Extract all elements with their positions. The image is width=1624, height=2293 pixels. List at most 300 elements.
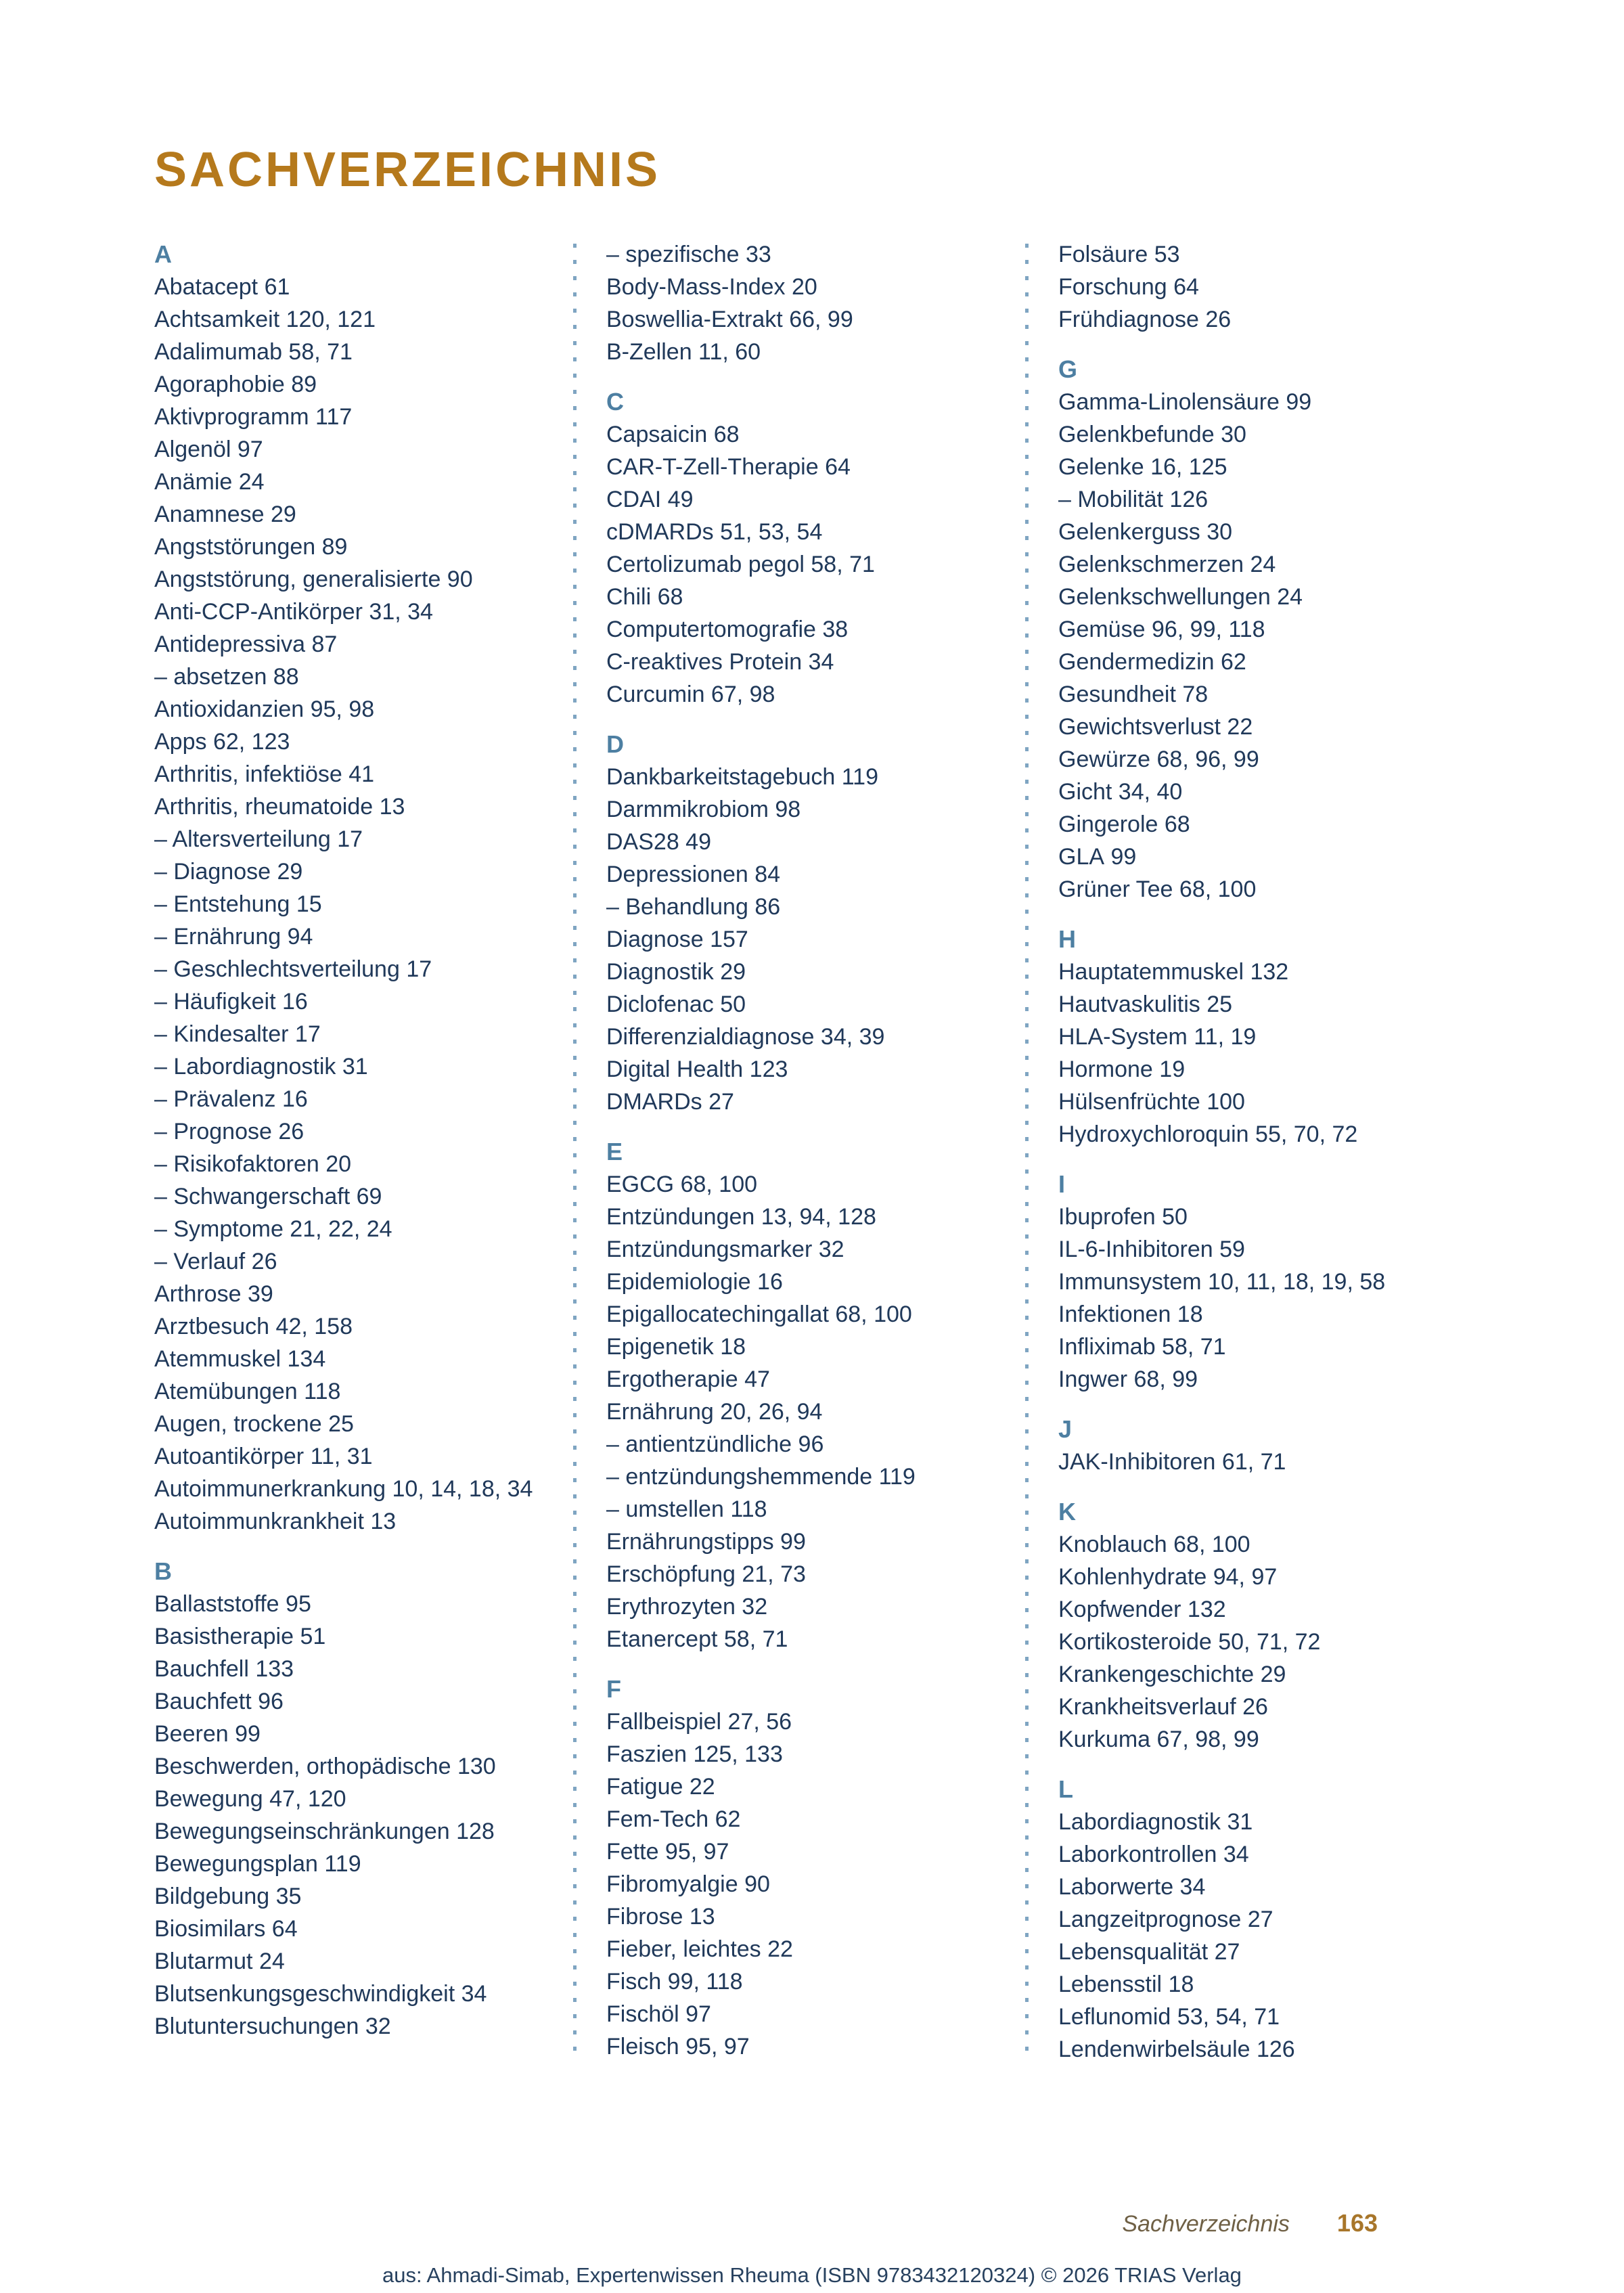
- index-entry: [606, 1201, 995, 1233]
- entry-pages: 58, 71: [1155, 1334, 1226, 1360]
- entry-pages: 66, 99: [782, 307, 853, 332]
- entry-term: – Ernährung: [154, 924, 281, 950]
- entry-term: Fallbeispiel: [606, 1709, 722, 1735]
- entry-term: Hormone: [1058, 1056, 1153, 1082]
- entry-pages: 69: [350, 1184, 382, 1209]
- index-entry: [606, 1771, 995, 1803]
- entry-term: Differenzialdiagnose: [606, 1024, 815, 1050]
- entry-pages: 62: [708, 1806, 741, 1832]
- index-entry: [154, 1588, 543, 1620]
- entry-term: Boswellia-Extrakt: [606, 307, 783, 332]
- index-columns: [154, 238, 1462, 2066]
- entry-pages: 22: [761, 1936, 793, 1962]
- entry-pages: 22: [683, 1774, 715, 1800]
- entry-term: Certolizumab pegol: [606, 552, 805, 577]
- index-entry: [606, 1623, 995, 1655]
- entry-pages: 42, 158: [269, 1314, 353, 1339]
- index-entry: [1058, 1233, 1447, 1266]
- entry-pages: 117: [309, 404, 353, 430]
- entry-term: Angststörungen: [154, 534, 316, 560]
- index-entry: [606, 1706, 995, 1738]
- entry-term: Infliximab: [1058, 1334, 1156, 1360]
- entry-pages: 31, 34: [362, 599, 433, 625]
- index-entry: [154, 1148, 543, 1180]
- entry-pages: 126: [1163, 487, 1209, 512]
- entry-pages: 98: [768, 797, 801, 822]
- page-footer: [1122, 2209, 1378, 2238]
- entry-pages: 68, 100: [1173, 876, 1257, 902]
- entry-pages: 10, 14, 18, 34: [386, 1476, 533, 1502]
- entry-pages: 97: [231, 437, 263, 462]
- entry-pages: 47: [738, 1366, 770, 1392]
- index-entry: [606, 1331, 995, 1363]
- index-entry: [154, 823, 543, 855]
- index-entry: [1058, 678, 1447, 711]
- entry-pages: 32: [812, 1237, 844, 1262]
- entry-pages: 64: [1167, 274, 1199, 300]
- entry-pages: 99: [228, 1721, 261, 1747]
- index-entry: [154, 1310, 543, 1343]
- entry-pages: 16, 125: [1144, 454, 1227, 480]
- entry-term: Ingwer: [1058, 1366, 1128, 1392]
- entry-term: – Schwangerschaft: [154, 1184, 351, 1209]
- entry-term: Ernährung: [606, 1399, 714, 1425]
- index-entry: [1058, 1446, 1447, 1478]
- entry-pages: 11, 60: [692, 339, 761, 365]
- index-entry: [606, 1803, 995, 1835]
- footer-page-number: 163: [1336, 2209, 1378, 2237]
- entry-term: Ernährungstipps: [606, 1529, 774, 1555]
- index-entry: [1058, 1298, 1447, 1331]
- entry-term: Atemübungen: [154, 1379, 298, 1404]
- entry-pages: 21, 22, 24: [283, 1216, 392, 1242]
- entry-pages: 16: [275, 989, 308, 1015]
- entry-term: Laborwerte: [1058, 1874, 1174, 1900]
- index-entry: [154, 1180, 543, 1213]
- entry-pages: 95, 97: [658, 1839, 729, 1865]
- entry-pages: 34, 40: [1112, 779, 1183, 805]
- entry-pages: 99, 118: [661, 1969, 743, 1995]
- index-entry: [154, 1278, 543, 1310]
- entry-pages: 16: [750, 1269, 783, 1295]
- index-entry: [606, 1363, 995, 1396]
- entry-pages: 34, 39: [814, 1024, 885, 1050]
- index-entry: [154, 563, 543, 596]
- index-entry: [1058, 808, 1447, 841]
- entry-term: – Mobilität: [1058, 487, 1163, 512]
- entry-pages: 132: [1244, 959, 1289, 985]
- copyright-line: aus: Ahmadi-Simab, Expertenwissen Rheuma (ISBN 9783432120324) © 2026 TRIAS Verlag: [382, 2263, 1242, 2287]
- index-entry: [154, 693, 543, 726]
- index-entry: [1058, 1528, 1447, 1561]
- entry-pages: 24: [252, 1949, 285, 1974]
- entry-pages: 64: [265, 1916, 298, 1942]
- index-entry: [1058, 1201, 1447, 1233]
- entry-term: Hydroxychloroquin: [1058, 1121, 1249, 1147]
- entry-term: Entzündungen: [606, 1204, 755, 1230]
- entry-term: Diclofenac: [606, 992, 714, 1017]
- entry-term: Curcumin: [606, 682, 705, 707]
- index-entry: [606, 238, 995, 271]
- entry-term: – Häufigkeit: [154, 989, 276, 1015]
- index-entry: [606, 1298, 995, 1331]
- column-separator-dotted: [573, 244, 577, 2063]
- index-entry: [606, 1558, 995, 1590]
- index-entry: [154, 1083, 543, 1115]
- index-letter-F: F: [606, 1675, 621, 1703]
- entry-pages: 130: [451, 1754, 496, 1779]
- entry-pages: 68, 96, 99: [1150, 747, 1259, 772]
- entry-term: Antioxidanzien: [154, 696, 304, 722]
- index-entry: [154, 1245, 543, 1278]
- index-entry: [606, 303, 995, 336]
- entry-term: JAK-Inhibitoren: [1058, 1449, 1216, 1475]
- entry-pages: 15: [290, 891, 322, 917]
- footer-section-label: Sachverzeichnis: [1122, 2211, 1290, 2237]
- entry-pages: 31: [1221, 1809, 1253, 1835]
- entry-pages: 120, 121: [279, 307, 376, 332]
- index-entry: [1058, 1968, 1447, 2001]
- entry-term: Arthritis, infektiöse: [154, 761, 342, 787]
- entry-term: Gingerole: [1058, 811, 1158, 837]
- entry-pages: 13: [683, 1904, 715, 1930]
- index-entry: [606, 1428, 995, 1461]
- entry-term: – umstellen: [606, 1496, 724, 1522]
- index-entry: [154, 758, 543, 791]
- entry-term: Blutarmut: [154, 1949, 253, 1974]
- entry-term: Kopfwender: [1058, 1597, 1181, 1622]
- entry-term: CAR-T-Zell-Therapie: [606, 454, 819, 480]
- entry-term: – Entstehung: [154, 891, 290, 917]
- entry-pages: 118: [723, 1496, 767, 1522]
- index-entry: [154, 791, 543, 823]
- index-column-3: [1058, 238, 1447, 2066]
- entry-pages: 49: [679, 829, 711, 855]
- entry-pages: 128: [449, 1819, 495, 1844]
- index-entry: [1058, 581, 1447, 613]
- entry-term: Knoblauch: [1058, 1532, 1167, 1557]
- entry-term: Fatigue: [606, 1774, 683, 1800]
- index-entry: [154, 985, 543, 1018]
- entry-pages: 96, 99, 118: [1145, 617, 1265, 642]
- index-entry: [154, 920, 543, 953]
- entry-term: Fischöl: [606, 2001, 679, 2027]
- entry-term: Immunsystem: [1058, 1269, 1202, 1295]
- index-entry: [154, 1440, 543, 1473]
- entry-pages: 55, 70, 72: [1248, 1121, 1358, 1147]
- index-entry: [1058, 2001, 1447, 2033]
- index-entry: [154, 303, 543, 336]
- entry-pages: 10, 11, 18, 19, 58: [1201, 1269, 1386, 1295]
- entry-term: Augen, trockene: [154, 1411, 322, 1437]
- entry-term: Kurkuma: [1058, 1727, 1151, 1752]
- entry-pages: 50: [713, 992, 746, 1017]
- entry-term: Atemmuskel: [154, 1346, 281, 1372]
- entry-term: cDMARDs: [606, 519, 714, 545]
- entry-pages: 100: [1200, 1089, 1245, 1115]
- entry-pages: 94: [281, 924, 313, 950]
- entry-term: Kohlenhydrate: [1058, 1564, 1207, 1590]
- index-entry: [606, 336, 995, 368]
- entry-term: Angststörung, generalisierte: [154, 566, 441, 592]
- entry-pages: 97: [679, 2001, 711, 2027]
- index-letter-C: C: [606, 388, 624, 416]
- entry-term: Arztbesuch: [154, 1314, 270, 1339]
- entry-term: Fisch: [606, 1969, 662, 1995]
- index-letter-G: G: [1058, 355, 1078, 383]
- index-entry: [1058, 1723, 1447, 1756]
- entry-term: Anämie: [154, 469, 233, 495]
- entry-term: Bewegungseinschränkungen: [154, 1819, 450, 1844]
- entry-term: Lebensqualität: [1058, 1939, 1209, 1965]
- entry-term: Dankbarkeitstagebuch: [606, 764, 836, 790]
- index-entry: [1058, 988, 1447, 1021]
- index-entry: [154, 1750, 543, 1783]
- entry-term: Bildgebung: [154, 1884, 270, 1909]
- index-entry: [606, 1493, 995, 1526]
- entry-pages: 27: [702, 1089, 734, 1115]
- index-entry: [154, 1018, 543, 1050]
- entry-term: Lendenwirbelsäule: [1058, 2036, 1250, 2062]
- entry-pages: 34: [802, 649, 834, 675]
- index-entry: [154, 368, 543, 401]
- index-entry: [1058, 1838, 1447, 1871]
- entry-term: Erschöpfung: [606, 1561, 736, 1587]
- entry-term: – Altersverteilung: [154, 826, 331, 852]
- entry-pages: 16: [275, 1086, 308, 1112]
- entry-term: Ibuprofen: [1058, 1204, 1156, 1230]
- entry-pages: 35: [269, 1884, 302, 1909]
- entry-term: DAS28: [606, 829, 679, 855]
- index-entry: [1058, 956, 1447, 988]
- entry-term: Digital Health: [606, 1056, 744, 1082]
- entry-term: Autoantikörper: [154, 1444, 304, 1469]
- entry-pages: 11, 19: [1187, 1024, 1257, 1050]
- entry-term: Epidemiologie: [606, 1269, 751, 1295]
- entry-term: Fieber, leichtes: [606, 1936, 761, 1962]
- entry-pages: 50, 71, 72: [1211, 1629, 1321, 1655]
- entry-pages: 133: [248, 1656, 294, 1682]
- entry-term: Erythrozyten: [606, 1594, 736, 1620]
- entry-pages: 62, 123: [206, 729, 290, 755]
- entry-term: Apps: [154, 729, 207, 755]
- index-entry: [606, 1526, 995, 1558]
- entry-term: Leflunomid: [1058, 2004, 1171, 2030]
- index-entry: [1058, 841, 1447, 873]
- entry-pages: 24: [232, 469, 265, 495]
- index-entry: [154, 2010, 543, 2043]
- index-entry: [154, 1815, 543, 1848]
- index-entry: [154, 628, 543, 661]
- entry-pages: 25: [1200, 992, 1233, 1017]
- index-entry: [154, 1473, 543, 1505]
- entry-pages: 53, 54, 71: [1171, 2004, 1280, 2030]
- index-entry: [1058, 743, 1447, 776]
- entry-term: – Prävalenz: [154, 1086, 276, 1112]
- index-entry: [154, 1945, 543, 1978]
- entry-pages: 29: [1254, 1662, 1286, 1687]
- entry-term: Diagnostik: [606, 959, 714, 985]
- index-entry: [154, 1880, 543, 1913]
- entry-term: Fleisch: [606, 2034, 679, 2060]
- index-entry: [606, 516, 995, 548]
- entry-pages: 19: [1152, 1056, 1186, 1082]
- entry-term: Epigenetik: [606, 1334, 714, 1360]
- entry-term: Entzündungsmarker: [606, 1237, 813, 1262]
- entry-term: Antidepressiva: [154, 631, 306, 657]
- index-entry: [1058, 1903, 1447, 1936]
- entry-term: Capsaicin: [606, 422, 708, 447]
- entry-pages: 34: [1173, 1874, 1206, 1900]
- entry-term: Gendermedizin: [1058, 649, 1215, 675]
- index-entry: [1058, 386, 1447, 418]
- entry-term: Aktivprogramm: [154, 404, 309, 430]
- entry-pages: 99: [1279, 389, 1312, 415]
- index-entry: [606, 1835, 995, 1868]
- index-letter-E: E: [606, 1138, 623, 1165]
- index-entry: [1058, 776, 1447, 808]
- index-letter-I: I: [1058, 1170, 1066, 1198]
- index-entry: [154, 401, 543, 433]
- index-entry: [1058, 646, 1447, 678]
- index-entry: [606, 581, 995, 613]
- entry-pages: 20, 26, 94: [713, 1399, 823, 1425]
- index-entry: [606, 923, 995, 956]
- entry-pages: 119: [835, 764, 878, 790]
- index-entry: [1058, 271, 1447, 303]
- entry-term: Gelenke: [1058, 454, 1144, 480]
- entry-term: Lebensstil: [1058, 1972, 1163, 1997]
- column-separator-dotted: [1025, 244, 1029, 2063]
- entry-pages: 68, 99: [1127, 1366, 1198, 1392]
- index-entry: [154, 1375, 543, 1408]
- entry-term: Gelenkerguss: [1058, 519, 1200, 545]
- entry-pages: 68: [1158, 811, 1190, 837]
- index-entry: [606, 1168, 995, 1201]
- index-entry: [606, 1233, 995, 1266]
- index-entry: [1058, 451, 1447, 483]
- entry-term: Agoraphobie: [154, 372, 285, 397]
- index-letter-H: H: [1058, 925, 1076, 953]
- index-letter-L: L: [1058, 1775, 1073, 1803]
- entry-pages: 61, 71: [1215, 1449, 1286, 1475]
- entry-pages: 67, 98, 99: [1150, 1727, 1259, 1752]
- entry-term: Krankengeschichte: [1058, 1662, 1255, 1687]
- entry-term: Labordiagnostik: [1058, 1809, 1221, 1835]
- index-entry: [1058, 1626, 1447, 1658]
- index-entry: [154, 1653, 543, 1685]
- index-entry: [606, 1021, 995, 1053]
- entry-term: Grüner Tee: [1058, 876, 1173, 902]
- entry-term: Gesundheit: [1058, 682, 1176, 707]
- entry-term: Blutuntersuchungen: [154, 2013, 359, 2039]
- entry-term: – Risikofaktoren: [154, 1151, 319, 1177]
- entry-term: – Kindesalter: [154, 1021, 289, 1047]
- entry-term: Blutsenkungsgeschwindigkeit: [154, 1981, 455, 2007]
- entry-term: Fette: [606, 1839, 659, 1865]
- entry-pages: 58, 71: [281, 339, 353, 365]
- entry-pages: 123: [743, 1056, 788, 1082]
- entry-pages: 96: [251, 1689, 284, 1714]
- entry-term: – absetzen: [154, 664, 267, 690]
- index-entry: [1058, 1053, 1447, 1086]
- entry-term: Frühdiagnose: [1058, 307, 1199, 332]
- entry-pages: 94, 97: [1206, 1564, 1278, 1590]
- entry-term: Autoimmunerkrankung: [154, 1476, 386, 1502]
- index-entry: [606, 483, 995, 516]
- index-entry: [154, 498, 543, 531]
- index-entry: [154, 466, 543, 498]
- entry-term: Darmmikrobiom: [606, 797, 769, 822]
- index-entry: [606, 1965, 995, 1998]
- entry-pages: 89: [284, 372, 317, 397]
- entry-term: Achtsamkeit: [154, 307, 280, 332]
- entry-term: Bauchfell: [154, 1656, 249, 1682]
- index-entry: [1058, 1363, 1447, 1396]
- entry-term: Gewichtsverlust: [1058, 714, 1221, 740]
- index-entry: [154, 1343, 543, 1375]
- entry-pages: 95, 97: [679, 2034, 750, 2060]
- index-entry: [606, 793, 995, 826]
- entry-pages: 61: [258, 274, 290, 300]
- index-entry: [606, 891, 995, 923]
- entry-pages: 18: [1171, 1301, 1203, 1327]
- index-entry: [606, 1933, 995, 1965]
- entry-term: Langzeitprognose: [1058, 1907, 1242, 1932]
- entry-term: Laborkontrollen: [1058, 1842, 1217, 1867]
- index-entry: [154, 953, 543, 985]
- entry-pages: 126: [1250, 2036, 1295, 2062]
- index-entry: [606, 1998, 995, 2030]
- entry-pages: 32: [735, 1594, 768, 1620]
- index-entry: [1058, 1561, 1447, 1593]
- entry-pages: 29: [713, 959, 746, 985]
- index-entry: [154, 271, 543, 303]
- entry-term: Infektionen: [1058, 1301, 1171, 1327]
- index-entry: [1058, 516, 1447, 548]
- entry-term: – Symptome: [154, 1216, 284, 1242]
- entry-pages: 59: [1213, 1237, 1245, 1262]
- entry-term: Biosimilars: [154, 1916, 266, 1942]
- entry-term: – Geschlechtsverteilung: [154, 956, 400, 982]
- index-entry: [606, 613, 995, 646]
- index-entry: [1058, 483, 1447, 516]
- entry-term: Beeren: [154, 1721, 229, 1747]
- entry-term: GLA: [1058, 844, 1105, 870]
- entry-pages: 134: [281, 1346, 326, 1372]
- entry-pages: 99: [773, 1529, 806, 1555]
- entry-pages: 90: [441, 566, 473, 592]
- entry-term: Folsäure: [1058, 242, 1148, 267]
- index-entry: [154, 1408, 543, 1440]
- entry-term: Bauchfett: [154, 1689, 252, 1714]
- index-entry: [1058, 238, 1447, 271]
- index-letter-K: K: [1058, 1498, 1076, 1526]
- entry-pages: 84: [748, 862, 781, 887]
- index-entry: [1058, 1118, 1447, 1151]
- entry-pages: 49: [661, 487, 694, 512]
- entry-term: – Verlauf: [154, 1249, 246, 1274]
- entry-pages: 67, 98: [704, 682, 775, 707]
- entry-pages: 41: [342, 761, 375, 787]
- entry-term: Epigallocatechingallat: [606, 1301, 829, 1327]
- index-entry: [606, 646, 995, 678]
- entry-pages: 27: [1208, 1939, 1240, 1965]
- entry-pages: 30: [1200, 519, 1233, 545]
- index-entry: [606, 451, 995, 483]
- entry-pages: 95, 98: [304, 696, 375, 722]
- index-entry: [606, 956, 995, 988]
